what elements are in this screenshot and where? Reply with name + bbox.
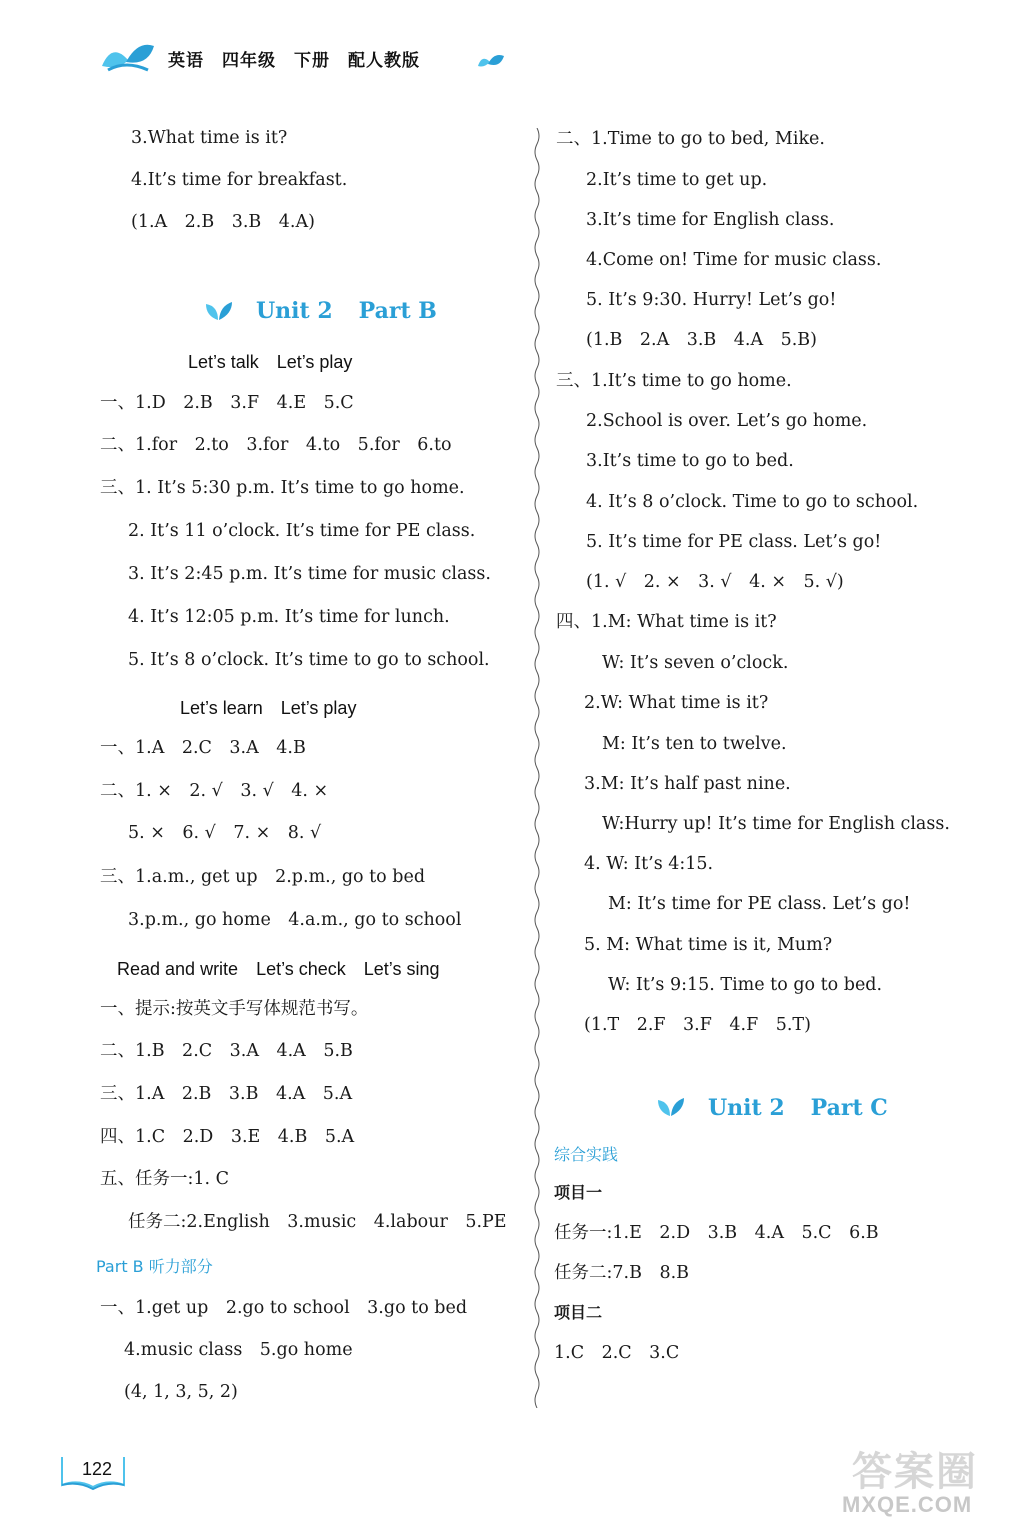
answer-line: (1.B 2.A 3.B 4.A 5.B): [586, 330, 817, 350]
answer-line: 二、1.for 2.to 3.for 4.to 5.for 6.to: [100, 435, 452, 455]
answer-line: (1.T 2.F 3.F 4.F 5.T): [584, 1015, 811, 1035]
section-heading-read: Read and write Let’s check Let’s sing: [117, 959, 440, 979]
answer-line: 二、1.Time to go to bed, Mike.: [556, 129, 825, 149]
answer-line: 4. It’s 8 o’clock. Time to go to school.: [586, 492, 919, 512]
unit-2-part-c-heading: [708, 1095, 888, 1121]
answer-line: 4.music class 5.go home: [124, 1340, 353, 1360]
answer-line: 五、任务一:1. C: [100, 1169, 230, 1189]
answer-line: 5. It’s 8 o’clock. It’s time to go to school.: [128, 650, 490, 670]
answer-line: 一、1.D 2.B 3.F 4.E 5.C: [100, 393, 354, 413]
project-heading: 项目一: [554, 1183, 603, 1202]
answer-line: 四、1.M: What time is it?: [556, 612, 777, 632]
answer-line: W:Hurry up! It’s time for English class.: [602, 814, 950, 834]
answer-line: 5. It’s time for PE class. Let’s go!: [586, 532, 882, 552]
part-label: Part B: [358, 298, 437, 324]
header-title: 英语 四年级 下册 配人教版: [168, 51, 420, 71]
answer-line: 一、1.get up 2.go to school 3.go to bed: [100, 1298, 468, 1318]
answer-line: 2. It’s 11 o’clock. It’s time for PE class.: [128, 521, 476, 541]
answer-line: 3.What time is it?: [131, 128, 288, 148]
answer-line: 5. × 6. √ 7. × 8. √: [128, 823, 322, 843]
leaf-icon: [204, 300, 234, 322]
practice-section-label: 综合实践: [554, 1145, 619, 1164]
watermark-logo: [836, 1440, 1026, 1530]
answer-line: 2.It’s time to get up.: [586, 170, 768, 190]
answer-line: 三、1. It’s 5:30 p.m. It’s time to go home.: [100, 478, 465, 498]
answer-line: 1.C 2.C 3.C: [554, 1343, 680, 1363]
answer-line: 5. It’s 9:30. Hurry! Let’s go!: [586, 290, 837, 310]
answer-line: 4. It’s 12:05 p.m. It’s time for lunch.: [128, 607, 450, 627]
answer-line: 四、1.C 2.D 3.E 4.B 5.A: [100, 1127, 355, 1147]
section-heading-talk: Let’s talk Let’s play: [188, 352, 353, 372]
answer-line: 3.It’s time to go to bed.: [586, 451, 794, 471]
section-heading-learn: Let’s learn Let’s play: [180, 698, 357, 718]
answer-line: W: It’s 9:15. Time to go to bed.: [608, 975, 883, 995]
butterfly-logo-icon: [98, 40, 158, 76]
answer-line: 任务一:1.E 2.D 3.B 4.A 5.C 6.B: [554, 1223, 879, 1243]
answer-line: 一、1.A 2.C 3.A 4.B: [100, 738, 306, 758]
answer-line: 2.W: What time is it?: [584, 693, 769, 713]
answer-line: 一、提示:按英文手写体规范书写。: [100, 999, 369, 1019]
answer-line: 任务二:2.English 3.music 4.labour 5.PE: [128, 1212, 507, 1232]
answer-line: 3. It’s 2:45 p.m. It’s time for music class.: [128, 564, 491, 584]
answer-line: 任务二:7.B 8.B: [554, 1263, 690, 1283]
answer-line: 二、1. × 2. √ 3. √ 4. ×: [100, 781, 329, 801]
answer-line: 3.p.m., go home 4.a.m., go to school: [128, 910, 462, 930]
project-heading: 项目二: [554, 1303, 603, 1322]
page-number-badge: [60, 1455, 126, 1495]
answer-line: 4. W: It’s 4:15.: [584, 854, 714, 874]
answer-line: (4, 1, 3, 5, 2): [124, 1382, 238, 1402]
unit-2-part-b-heading: [256, 298, 437, 324]
answer-line: 3.It’s time for English class.: [586, 210, 835, 230]
answer-line: M: It’s time for PE class. Let’s go!: [608, 894, 911, 914]
unit-label: Unit 2: [708, 1095, 785, 1121]
answer-line: (1.A 2.B 3.B 4.A): [131, 212, 315, 232]
watermark-url-text: MXQE.COM: [842, 1492, 973, 1517]
answer-line: 2.School is over. Let’s go home.: [586, 411, 868, 431]
answer-line: (1. √ 2. × 3. √ 4. × 5. √): [586, 572, 844, 592]
listening-section-label: Part B 听力部分: [96, 1257, 213, 1276]
answer-line: W: It’s seven o’clock.: [602, 653, 789, 673]
unit-label: Unit 2: [256, 298, 333, 324]
answer-line: 4.Come on! Time for music class.: [586, 250, 882, 270]
answer-line: 5. M: What time is it, Mum?: [584, 935, 833, 955]
answer-line: 三、1.a.m., get up 2.p.m., go to bed: [100, 867, 426, 887]
watermark-chinese-text: 答案圈: [852, 1449, 978, 1495]
answer-line: 三、1.It’s time to go home.: [556, 371, 792, 391]
answer-line: M: It’s ten to twelve.: [602, 734, 787, 754]
answer-line: 二、1.B 2.C 3.A 4.A 5.B: [100, 1041, 353, 1061]
leaf-decoration-icon: [476, 52, 506, 70]
part-label: Part C: [810, 1095, 888, 1121]
answer-line: 4.It’s time for breakfast.: [131, 170, 348, 190]
leaf-icon: [656, 1096, 686, 1118]
column-divider: [530, 128, 544, 1408]
answer-line: 三、1.A 2.B 3.B 4.A 5.A: [100, 1084, 353, 1104]
page-number: 122: [82, 1459, 113, 1479]
answer-line: 3.M: It’s half past nine.: [584, 774, 791, 794]
